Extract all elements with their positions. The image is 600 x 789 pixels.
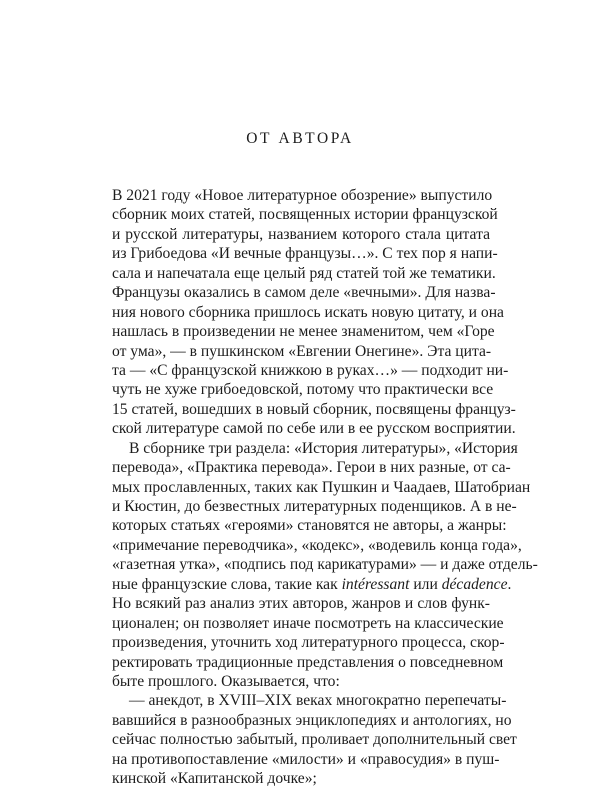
text-line: от ума», — в пушкинском «Евгении Онегине». Эта цита- [112, 342, 492, 360]
page-heading: ОТ АВТОРА [246, 130, 354, 147]
text-line: 15 статей, вошедших в новый сборник, посвящены француз- [112, 400, 516, 418]
text-line: — анекдот, в XVIII–XIX веках многократно перепечаты- [129, 692, 507, 710]
text-line: кинской «Капитанской дочке»; [112, 770, 317, 788]
text-line: ные французские слова, такие как intéressant или décadence. [112, 575, 512, 593]
text-line: и Кюстин, до безвестных литературных поденщиков. А в не- [112, 498, 517, 515]
text-line: та — «С французской книжкою в руках…» — подходит ни- [112, 361, 509, 379]
text-line: В 2021 году «Новое литературное обозрение» выпустило [112, 187, 493, 204]
text-line: ционален; он позволяет иначе посмотреть на классические [112, 614, 504, 632]
text-line: Французы оказались в самом деле «вечными». Для назва- [112, 284, 496, 302]
text-line: ской литературе самой по себе или в ее русском восприятии. [112, 420, 516, 438]
text-line: нашлась в произведении не менее знаменитом, чем «Горе [112, 323, 495, 341]
text-line: произведения, уточнить ход литературного процесса, скор- [112, 634, 505, 652]
text-line: которых статьях «героями» становятся не авторы, а жанры: [112, 517, 507, 535]
text-line: «примечание переводчика», «кодекс», «водевиль конца года», [112, 536, 522, 554]
text-line: Но всякий раз анализ этих авторов, жанров и слов функ- [112, 595, 490, 613]
text-line: быте прошлого. Оказывается, что: [112, 672, 340, 690]
text-line: сборник моих статей, посвященных истории французской [112, 206, 498, 224]
text-line: «газетная утка», «подпись под карикатурами» — и даже отдель- [112, 556, 538, 574]
text-line: ния нового сборника пришлось искать новую цитату, и она [112, 303, 504, 321]
text-line: сейчас полностью забытый, проливает дополнительный свет [112, 731, 517, 749]
text-line: вавшийся в разнообразных энциклопедиях и антологиях, но [112, 711, 512, 729]
text-line: чуть не хуже грибоедовской, потому что практически все [112, 381, 494, 399]
text-line: из Грибоедова «И вечные французы…». С тех пор я напи- [112, 245, 498, 263]
text-line: сала и напечатала еще целый ряд статей той же тематики. [112, 264, 496, 282]
text-line: перевода», «Практика перевода». Герои в них разные, от са- [112, 459, 511, 477]
text-line: ректировать традиционные представления о повседневном [112, 653, 504, 671]
text-line: на противопоставление «милости» и «правосудия» в пуш- [112, 750, 500, 768]
body-text [112, 186, 538, 789]
text-line: В сборнике три раздела: «История литературы», «История [129, 439, 518, 457]
text-line: и русской литературы, названием которого стала цитата [112, 225, 490, 243]
text-line: мых прославленных, таких как Пушкин и Чаадаев, Шатобриан [112, 478, 531, 496]
